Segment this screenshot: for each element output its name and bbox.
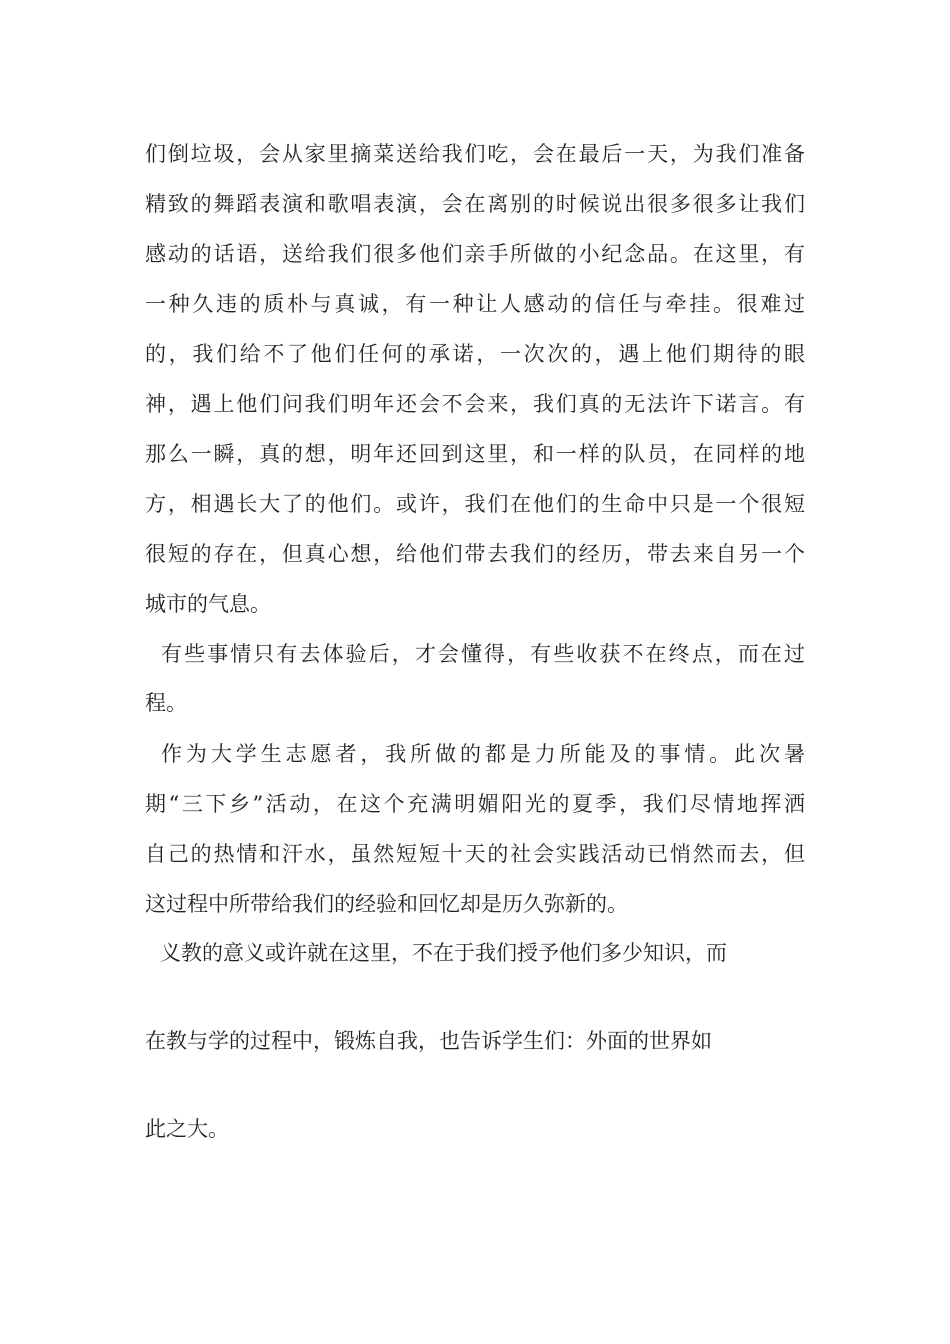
paragraph-1-line-6: 神，遇上他们问我们明年还会不会来，我们真的无法许下诺言。有 (145, 392, 805, 416)
paragraph-1-line-3: 感动的话语，送给我们很多他们亲手所做的小纪念品。在这里，有 (145, 242, 805, 266)
paragraph-1-line-7: 那么一瞬，真的想，明年还回到这里，和一样的队员，在同样的地 (145, 442, 805, 466)
paragraph-1-line-9: 很短的存在，但真心想，给他们带去我们的经历，带去来自另一个 (145, 542, 805, 566)
paragraph-3-line-2: 期“三下乡”活动，在这个充满明媚阳光的夏季，我们尽情地挥洒 (145, 792, 805, 816)
paragraph-4-line-2: 在教与学的过程中，锻炼自我，也告诉学生们：外面的世界如 (145, 1029, 712, 1053)
paragraph-1-line-1: 们倒垃圾，会从家里摘菜送给我们吃，会在最后一天，为我们准备 (145, 142, 805, 166)
paragraph-4-line-1: 义教的意义或许就在这里，不在于我们授予他们多少知识，而 (160, 941, 727, 965)
paragraph-1-line-10: 城市的气息。 (145, 592, 271, 616)
paragraph-1-line-5: 的，我们给不了他们任何的承诺，一次次的，遇上他们期待的眼 (145, 342, 805, 366)
paragraph-3-line-3: 自己的热情和汗水，虽然短短十天的社会实践活动已悄然而去，但 (145, 842, 805, 866)
paragraph-3-line-1: 作为大学生志愿者，我所做的都是力所能及的事情。此次暑 (161, 742, 805, 766)
paragraph-2-line-2: 程。 (145, 691, 187, 715)
paragraph-1-line-4: 一种久违的质朴与真诚，有一种让人感动的信任与牵挂。很难过 (145, 292, 805, 316)
paragraph-2-line-1: 有些事情只有去体验后，才会懂得，有些收获不在终点，而在过 (161, 642, 805, 666)
paragraph-4-line-3: 此之大。 (145, 1117, 229, 1141)
paragraph-3-line-4: 这过程中所带给我们的经验和回忆却是历久弥新的。 (145, 892, 628, 916)
paragraph-1-line-2: 精致的舞蹈表演和歌唱表演，会在离别的时候说出很多很多让我们 (145, 192, 805, 216)
paragraph-1-line-8: 方，相遇长大了的他们。或许，我们在他们的生命中只是一个很短 (145, 492, 805, 516)
